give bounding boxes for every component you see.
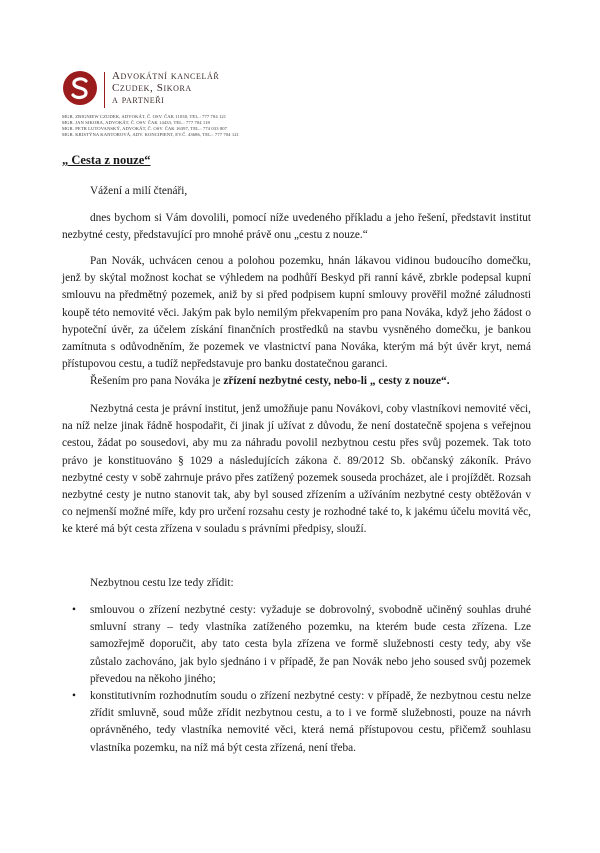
letterhead	[62, 70, 362, 140]
bullet-list	[62, 602, 531, 757]
staff-line: MGR. ZBIGNIEW CZUDEK, ADVOKÁT, Č. OSV. ČAK 11030, TEL.: 777 704 121	[62, 114, 227, 119]
staff-list	[62, 114, 362, 138]
article-title: „ Cesta z nouze“	[62, 153, 151, 167]
list-item	[62, 602, 531, 688]
list-item	[62, 688, 531, 757]
firm-logo-icon	[62, 70, 98, 106]
solution-prefix: Řešením pro pana Nováka je	[90, 375, 224, 387]
bullet-icon: •	[72, 604, 76, 616]
solution-bold: zřízení nezbytné cesty, nebo-li „ cesty z nouze“.	[223, 375, 450, 387]
paragraph-list-intro: Nezbytnou cestu lze tedy zřídit:	[90, 577, 234, 589]
bullet-icon: •	[72, 690, 76, 703]
paragraph-solution	[62, 373, 531, 390]
firm-name-line-3: a partneři	[112, 94, 165, 106]
greeting: Vážení a milí čtenáři,	[90, 185, 188, 197]
firm-name-line-2: Czudek, Sikora	[112, 82, 192, 94]
paragraph-intro: dnes bychom si Vám dovolili, pomocí níže uvedeného příkladu a jeho řešení, představit institut nezbytné cesty, představující pro mnohé právě onu „cestu z nouze.“	[62, 212, 531, 242]
list-item-text: konstitutivním rozhodnutím soudu o zřízení nezbytné cesty: v případě, že nezbytnou cestu nelze zřídit smluvně, soud může zřídit nezbytnou cestu, a to i ve formě služebnosti, pouze na návrh oprávněného, tedy vlastníka nemovité věci, která nemá přístupovou cestu, přičemž souhlasu vlastníka pozemku, na níž má být cesta zřízená, není třeba.	[90, 690, 531, 754]
logo-divider	[104, 72, 105, 108]
list-item-text: smlouvou o zřízení nezbytné cesty: vyžaduje se dobrovolný, svobodně učiněný souhlas druhé smluvní strany – tedy vlastníka zatíženého pozemku, na kterém bude cesta zřízena. Lze samozřejmě doporučit, aby tato cesta byla zřízena ve formě služebnosti cesty tedy, aby vše zůstalo zachováno, jak bylo sjednáno i v případě, že pan Novák nebo jeho soused svůj pozemek převedou na někoho jiného;	[90, 604, 531, 685]
staff-line: MGR. JAN SIKORA, ADVOKÁT, Č. OSV. ČAK 14433, TEL.: 777 704 118	[62, 120, 210, 125]
firm-name-line-1: Advokátní kancelář	[112, 70, 220, 82]
paragraph-story: Pan Novák, uchvácen cenou a polohou pozemku, hnán lákavou vidinou budoucího domečku, jenž by skýtal možnost kochat se výhledem na podhůří Beskyd při ranní kávě, zbrkle podepsal kupní smlouvu na předmětný pozemek, aniž by si před podpisem kupní smlouvy prověřil možné záludnosti koupě této nemovité věci. Jakým pak bylo nemilým překvapením pro pana Nováka, když jeho žádost o hypoteční úvěr, za účelem získání finančních prostředků na stavbu vysněného domečku, je bankou zamítnuta s odůvodněním, že pozemek ve vlastnictví pana Nováka, kterým má být úvěr kryt, nemá přístupovou cestu, a tudíž nepředstavuje pro banku dostatečnou garanci.	[62, 255, 531, 371]
staff-line: MGR. KRISTÝNA KANTOROVÁ, ADV. KONCIPIENT, EV.Č. 43686, TEL.: 777 704 121	[62, 132, 240, 137]
firm-name	[112, 70, 362, 106]
staff-line: MGR. PETR LUTOVANSKÝ, ADVOKÁT, Č. OSV. ČAK 16397, TEL.: 774 033 807	[62, 126, 228, 131]
paragraph-definition: Nezbytná cesta je právní institut, jenž umožňuje panu Novákovi, coby vlastníkovi nemovité věci, na níž nelze jinak řádně hospodařit, či jinak jí užívat z důvodu, že není dostatečně spojena s veřejnou cestou, žádat po sousedovi, aby mu za náhradu povolil nezbytnou cestu přes svůj pozemek. Tak toto právo je konstituováno § 1029 a následujících zákona č. 89/2012 Sb. občanský zákoník. Právo nezbytné cesty v sobě zahrnuje právo přes zatížený pozemek souseda procházet, ale i projíždět. Rozsah nezbytné cesty je nutno stanovit tak, aby byl soused zřízením a užíváním nezbytné cesty obtěžován v co nejmenší možné míře, kdy pro určení rozsahu cesty je rozhodné také to, k jakému účelu movitá věc, ke které má být cesta zřízena v souladu s právními předpisy, slouží.	[62, 403, 531, 536]
